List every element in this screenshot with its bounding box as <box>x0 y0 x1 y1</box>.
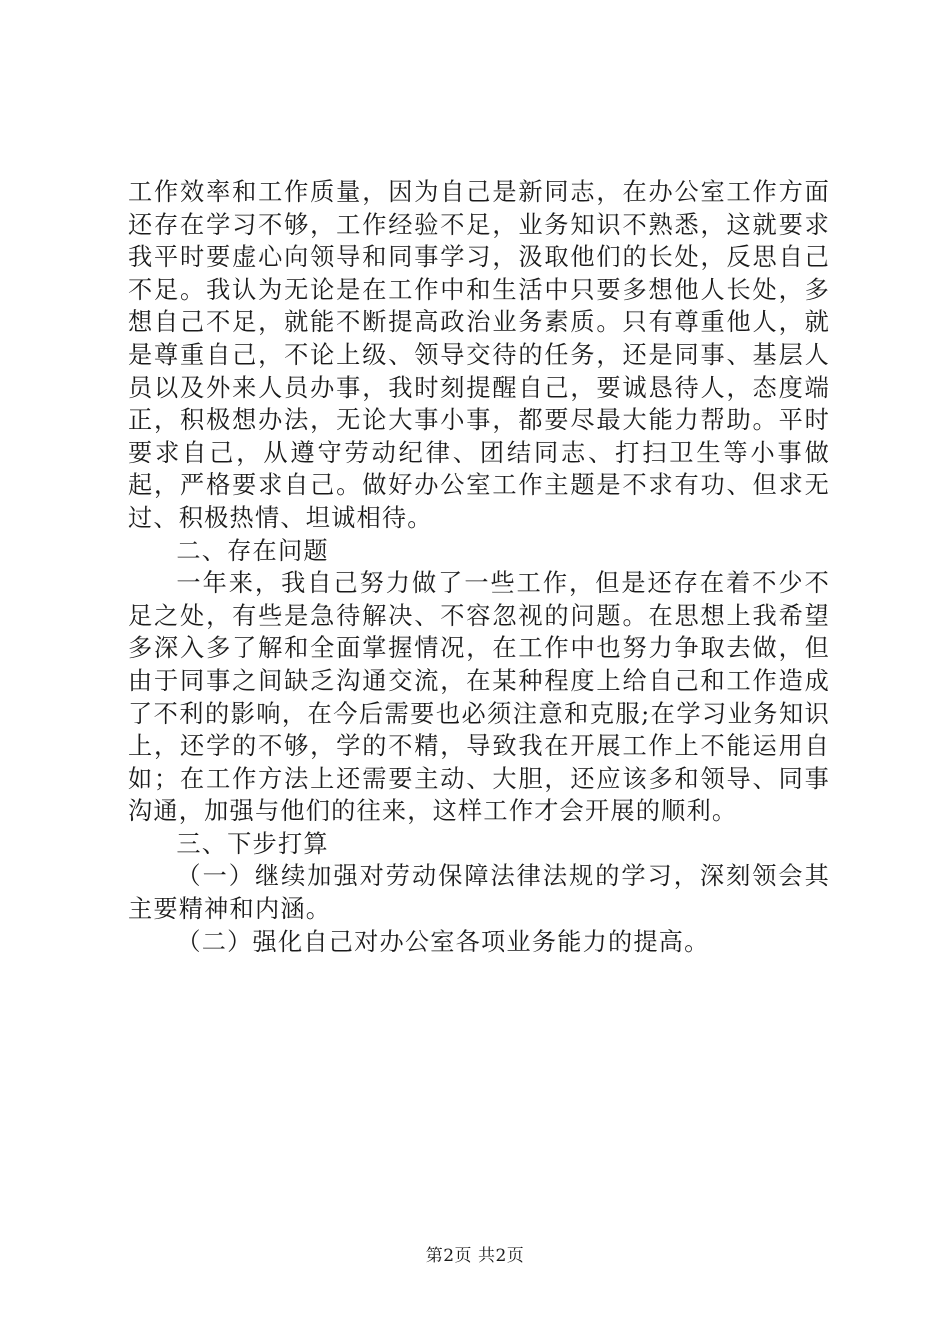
section-heading-plans: 三、下步打算 <box>176 829 329 858</box>
section-heading-problems: 二、存在问题 <box>176 536 329 565</box>
paragraph-continuation: 工作效率和工作质量，因为自己是新同志，在办公室工作方面还存在学习不够，工作经验不足，业务知识不熟悉，这就要求我平时要虚心向领导和同事学习，汲取他们的长处，反思自己不足。我认为无论是在工作中和生活中只要多想他人长处，多想自己不足，就能不断提高政治业务素质。只有尊重他人，就是尊重自己，不论上级、领导交待的任务，还是同事、基层人员以及外来人员办事，我时刻提醒自己，要诚恳待人，态度端正，积极想办法，无论大事小事，都要尽最大能力帮助。平时要求自己，从遵守劳动纪律、团结同志、打扫卫生等小事做起，严格要求自己。做好办公室工作主题是不求有功、但求无过、积极热情、坦诚相待。 <box>128 178 830 532</box>
plan-item-2: （二）强化自己对办公室各项业务能力的提高。 <box>176 927 710 956</box>
paragraph-problems: 一年来，我自己努力做了一些工作，但是还存在着不少不足之处，有些是急待解决、不容忽视的问题。在思想上我希望多深入多了解和全面掌握情况，在工作中也努力争取去做，但由于同事之间缺乏沟通交流，在某种程度上给自己和工作造成了不利的影响，在今后需要也必须注意和克服;在学习业务知识上，还学的不够，学的不精，导致我在开展工作上不能运用自如；在工作方法上还需要主动、大胆，还应该多和领导、同事沟通，加强与他们的往来，这样工作才会开展的顺利。 <box>128 569 830 826</box>
page-number-footer: 第2页 共2页 <box>425 1246 525 1266</box>
plan-item-1: （一）继续加强对劳动保障法律法规的学习，深刻领会其主要精神和内涵。 <box>128 862 830 924</box>
document-body <box>128 176 830 958</box>
